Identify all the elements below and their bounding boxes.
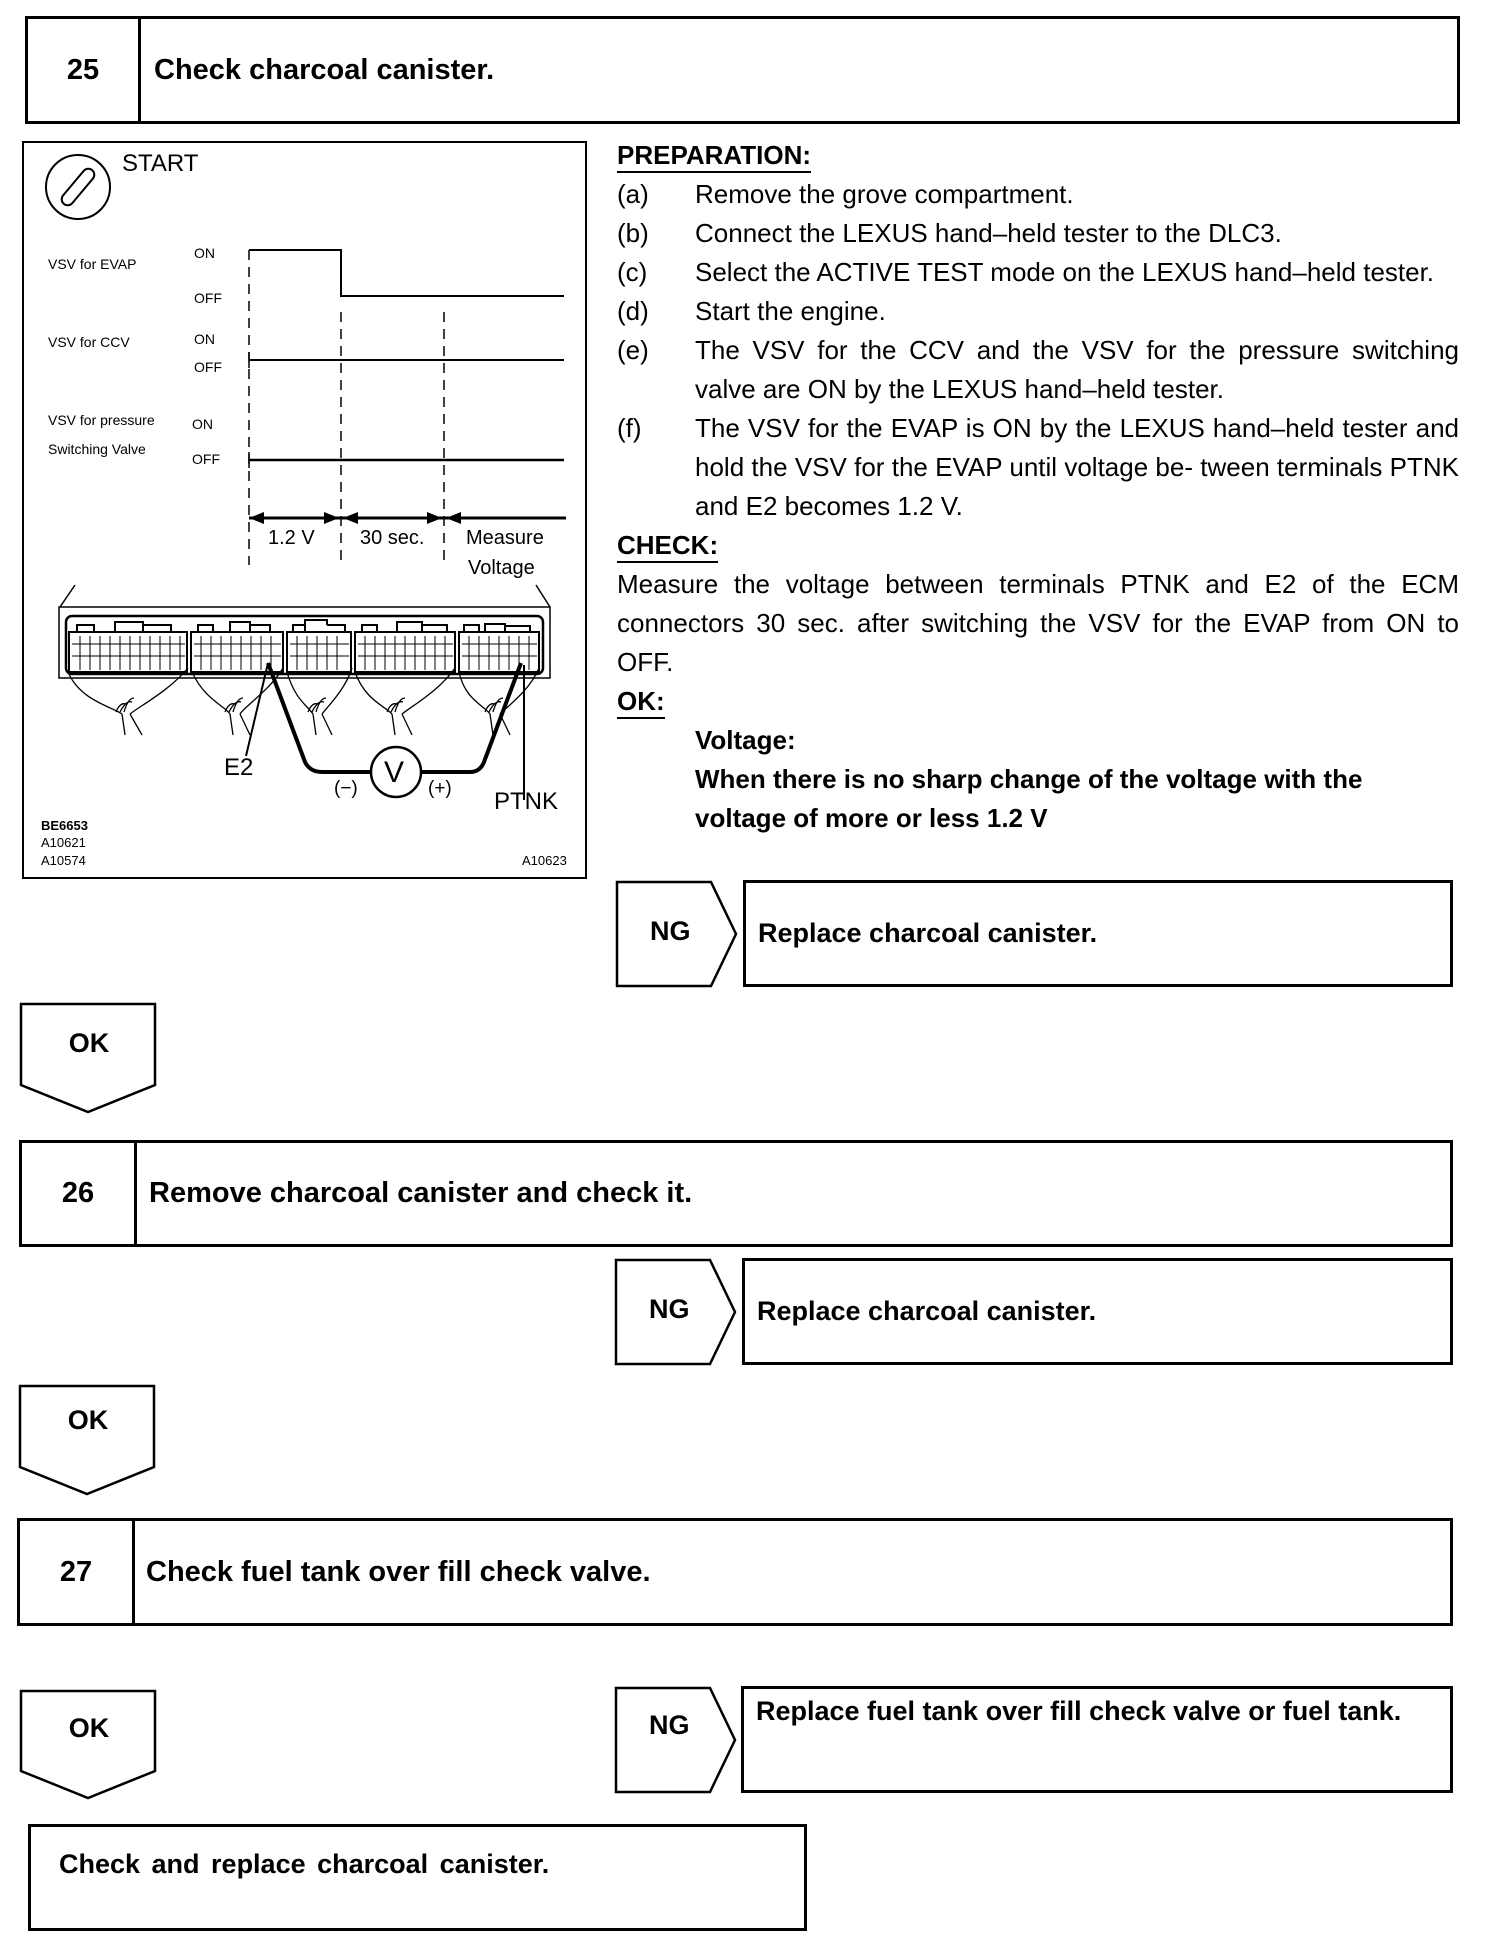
prep-item-text: Select the ACTIVE TEST mode on the LEXUS hand–held tester. [695, 257, 1435, 287]
phase-2-label: 30 sec. [360, 527, 425, 549]
procedure-text [617, 136, 1459, 838]
prep-item [617, 409, 1459, 526]
ng-result-25 [743, 880, 1453, 987]
spec-value: When there is no sharp change of the voltage with the voltage of more or less 1.2 V [695, 764, 1363, 833]
ok-heading: OK: [617, 685, 665, 719]
prep-item [617, 253, 1459, 292]
figure-code: A10623 [522, 853, 567, 868]
phase-1-label: 1.2 V [268, 527, 315, 549]
ng-result-27 [741, 1686, 1453, 1793]
step-title: Check charcoal canister. [154, 53, 495, 86]
phase-3-label-1: Measure [466, 527, 544, 549]
step-26-header [19, 1140, 1453, 1247]
meter-minus-label: (−) [334, 778, 358, 799]
signal-pressure-label-1: VSV for pressure [48, 412, 155, 428]
step-number: 26 [22, 1143, 137, 1244]
signal-evap-on: ON [194, 245, 215, 261]
ok-label: OK [68, 1028, 110, 1058]
prep-item-label: (c) [617, 257, 648, 287]
ok-label: OK [68, 1713, 110, 1743]
ignition-key-icon [46, 155, 110, 219]
prep-item-text: Remove the grove compartment. [695, 179, 1074, 209]
phase-arrows [249, 512, 566, 524]
terminal-e2-label: E2 [224, 754, 254, 781]
signal-ccv-off: OFF [194, 359, 222, 375]
start-label: START [122, 150, 199, 177]
ng-result-text: Replace charcoal canister. [758, 918, 1098, 948]
signal-pressure-label-2: Switching Valve [48, 441, 146, 457]
ng-result-text: Replace charcoal canister. [757, 1296, 1097, 1326]
ng-label: NG [650, 916, 691, 946]
preparation-heading: PREPARATION: [617, 139, 811, 173]
prep-item-label: (b) [617, 218, 649, 248]
signal-evap-label: VSV for EVAP [48, 256, 137, 272]
signal-pressure-off: OFF [192, 451, 220, 467]
meter-plus-label: (+) [428, 778, 452, 799]
prep-item [617, 331, 1459, 409]
check-heading: CHECK: [617, 529, 718, 563]
prep-item [617, 175, 1459, 214]
step-title: Remove charcoal canister and check it. [149, 1177, 693, 1209]
prep-item-text: The VSV for the CCV and the VSV for the pressure switching valve are ON by the LEXUS hand–held tester. [695, 335, 1459, 404]
ok-arrow-26 [18, 1384, 158, 1496]
ng-label: NG [649, 1294, 690, 1324]
ok-arrow-27 [19, 1689, 159, 1801]
prep-item-text: The VSV for the EVAP is ON by the LEXUS hand–held tester and hold the VSV for the EVAP until voltage be- tween terminals PTNK and E2 becomes 1.2 V. [695, 413, 1459, 521]
ng-label: NG [649, 1710, 690, 1740]
step-number: 25 [28, 19, 141, 121]
ok-spec-section [617, 682, 1459, 838]
prep-item-label: (d) [617, 296, 649, 326]
voltmeter-label: V [384, 756, 405, 789]
figure-code: BE6653 [41, 818, 88, 833]
signal-ccv-label: VSV for CCV [48, 334, 130, 350]
prep-item-label: (a) [617, 179, 649, 209]
prep-item [617, 214, 1459, 253]
final-action-box [28, 1824, 807, 1931]
terminal-ptnk-label: PTNK [494, 788, 559, 815]
ecm-connector [59, 585, 550, 735]
figure-code: A10621 [41, 835, 86, 850]
signal-pressure-on: ON [192, 416, 213, 432]
step-27-header [17, 1518, 1453, 1626]
check-section [617, 526, 1459, 682]
signal-evap-off: OFF [194, 290, 222, 306]
check-text: Measure the voltage between terminals PTNK and E2 of the ECM connectors 30 sec. after switching the VSV for the EVAP from ON to OFF. [617, 569, 1459, 677]
final-action-text: Check and replace charcoal canister. [59, 1849, 550, 1879]
signal-ccv-on: ON [194, 331, 215, 347]
phase-3-label-2: Voltage [468, 557, 535, 579]
figure-code: A10574 [41, 853, 86, 868]
ok-label: OK [67, 1405, 109, 1435]
prep-item-text: Connect the LEXUS hand–held tester to the DLC3. [695, 218, 1282, 248]
evap-waveform [249, 250, 564, 296]
step-number: 27 [20, 1521, 135, 1623]
spec-label: Voltage: [695, 725, 796, 755]
prep-item [617, 292, 1459, 331]
ng-result-text: Replace fuel tank over fill check valve or fuel tank. [756, 1696, 1402, 1726]
prep-item-label: (e) [617, 335, 649, 365]
prep-item-text: Start the engine. [695, 296, 886, 326]
preparation-section [617, 136, 1459, 526]
step-title: Check fuel tank over fill check valve. [146, 1555, 651, 1588]
prep-item-label: (f) [617, 413, 642, 443]
ng-result-26 [742, 1258, 1453, 1365]
